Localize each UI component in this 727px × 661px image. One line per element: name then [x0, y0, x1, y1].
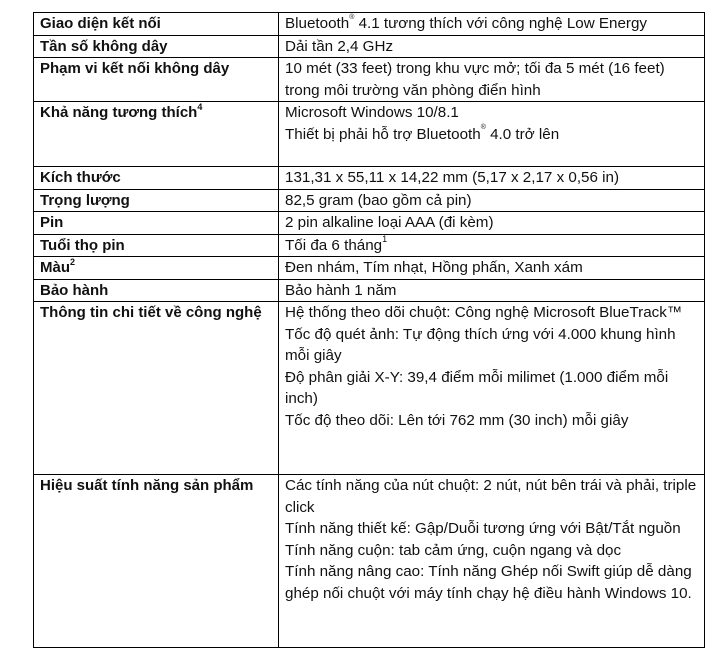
spec-value-text: Thiết bị phải hỗ trợ Bluetooth — [285, 125, 481, 143]
spec-value-line: Hệ thống theo dõi chuột: Công nghệ Microsoft BlueTrack™ — [285, 304, 683, 321]
spec-value-text: Bluetooth — [285, 15, 350, 32]
spec-value-line: Tốc độ quét ảnh: Tự động thích ứng với 4.000 khung hình mỗi giây — [285, 325, 676, 364]
spec-table — [33, 12, 705, 648]
spec-label: Bảo hành — [34, 279, 279, 302]
spec-label — [34, 102, 279, 167]
spec-label-text: Khả năng tương thích — [40, 104, 198, 121]
spec-row-frequency — [34, 35, 705, 58]
spec-value-line: Microsoft Windows 10/8.1 — [285, 104, 459, 121]
spec-row-weight — [34, 189, 705, 212]
footnote-mark: 1 — [382, 234, 388, 245]
spec-value-line: Tốc độ theo dõi: Lên tới 762 mm (30 inch) mỗi giây — [285, 411, 629, 429]
spec-row-color — [34, 257, 705, 280]
spec-row-compatibility — [34, 102, 705, 167]
footnote-mark: 2 — [70, 257, 76, 267]
spec-value-line — [285, 124, 700, 146]
spec-value: Dải tần 2,4 GHz — [279, 35, 705, 58]
spec-value: 10 mét (33 feet) trong khu vực mở; tối đa 5 mét (16 feet) trong môi trường văn phòng điển hình — [279, 58, 705, 102]
spec-value: Đen nhám, Tím nhạt, Hồng phấn, Xanh xám — [279, 257, 705, 280]
spec-row-performance — [34, 475, 705, 648]
spec-value-line: Tính năng thiết kế: Gập/Duỗi tương ứng với Bật/Tắt nguồn — [285, 520, 681, 537]
spec-value: 131,31 x 55,11 x 14,22 mm (5,17 x 2,17 x 0,56 in) — [279, 167, 705, 190]
footnote-mark: 4 — [197, 102, 203, 112]
registered-mark: ® — [349, 13, 355, 21]
spec-value — [279, 302, 705, 475]
spec-label: Tuổi thọ pin — [34, 234, 279, 257]
spec-value-text: 4.0 trở lên — [485, 125, 560, 143]
spec-value-line: Các tính năng của nút chuột: 2 nút, nút bên trái và phải, triple click — [285, 477, 697, 516]
spec-label — [34, 257, 279, 280]
registered-mark: ® — [480, 124, 486, 132]
spec-value: 2 pin alkaline loại AAA (đi kèm) — [279, 212, 705, 235]
spec-value: Bảo hành 1 năm — [279, 279, 705, 302]
spec-value — [279, 475, 705, 648]
spec-label-text: Màu — [40, 259, 70, 276]
spec-label: Hiệu suất tính năng sản phẩm — [34, 475, 279, 648]
spec-label: Kích thước — [34, 167, 279, 190]
spec-label: Tần số không dây — [34, 35, 279, 58]
spec-label: Phạm vi kết nối không dây — [34, 58, 279, 102]
spec-row-warranty — [34, 279, 705, 302]
spec-label: Thông tin chi tiết về công nghệ — [34, 302, 279, 475]
spec-label: Trọng lượng — [34, 189, 279, 212]
spec-value — [279, 13, 705, 36]
spec-value-line: Tính năng nâng cao: Tính năng Ghép nối Swift giúp dễ dàng ghép nối chuột với máy tính chạy hệ điều hành Windows 10. — [285, 563, 692, 602]
spec-row-range — [34, 58, 705, 102]
spec-row-technology — [34, 302, 705, 475]
spec-value-line: Độ phân giải X-Y: 39,4 điểm mỗi milimet (1.000 điểm mỗi inch) — [285, 368, 669, 407]
spec-value: 82,5 gram (bao gồm cả pin) — [279, 189, 705, 212]
spec-row-interface — [34, 13, 705, 36]
spec-row-dimensions — [34, 167, 705, 190]
spec-value-line: Tính năng cuộn: tab cảm ứng, cuộn ngang và dọc — [285, 541, 622, 559]
spec-label: Giao diện kết nối — [34, 13, 279, 36]
spec-value — [279, 234, 705, 257]
spec-row-battery-life — [34, 234, 705, 257]
spec-value-text: Tối đa 6 tháng — [285, 236, 383, 254]
spec-value — [279, 102, 705, 167]
spec-label: Pin — [34, 212, 279, 235]
spec-value-text: 4.1 tương thích với công nghệ Low Energy — [354, 15, 648, 32]
spec-row-battery — [34, 212, 705, 235]
